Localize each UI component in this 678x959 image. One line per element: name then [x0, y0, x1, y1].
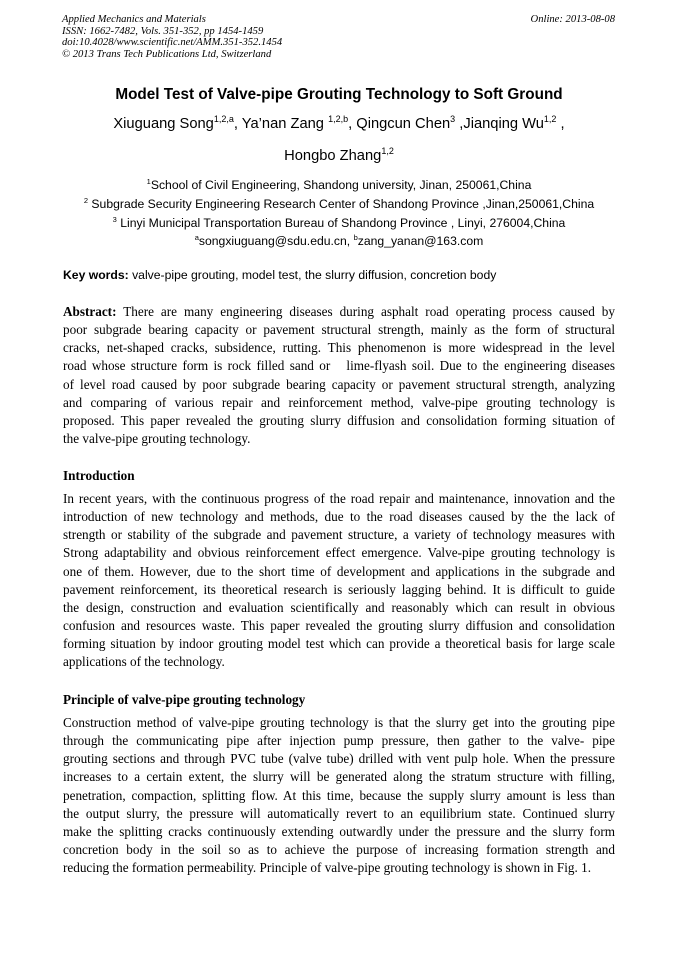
body-line: pavement reinforcement, its theoretical research is seriously lagging behind. It is difficult to guide	[63, 581, 615, 597]
body-line: the design, construction and evaluation scientifically and reasonably which can result in obvious	[63, 599, 615, 615]
issn-line: ISSN: 1662-7482, Vols. 351-352, pp 1454-1459	[62, 25, 264, 37]
author-affil-sup: 1,2	[543, 114, 557, 124]
affil-sup: 3	[112, 215, 117, 224]
author-affil-sup: 3	[450, 114, 456, 124]
abstract-line: proposed. This paper revealed the grouting slurry diffusion and consolidation forming situation of	[63, 412, 615, 428]
body-line: the output slurry, the pressure will automatically revert to an equilibrium state. Continued slurry	[63, 805, 615, 821]
affiliation-3	[0, 216, 678, 230]
email-sup: a	[194, 233, 199, 242]
abstract-text: There are many engineering diseases during asphalt road operating process caused by	[116, 304, 615, 319]
author-name: Xiuguang Song	[113, 116, 214, 132]
paper-title: Model Test of Valve-pipe Grouting Technology to Soft Ground	[115, 86, 563, 103]
journal-header	[62, 14, 282, 60]
affil-sup: 1	[146, 177, 151, 186]
affil-text: Subgrade Security Engineering Research Center of Shandong Province ,Jinan,250061,China	[88, 197, 595, 211]
body-line: confusion and resources waste. This paper revealed the grouting slurry diffusion and consolidation	[63, 617, 615, 633]
section-heading-introduction: Introduction	[63, 468, 135, 483]
body-line: make the splitting cracks continuously extending outwardly under the pressure and the slurry form	[63, 823, 615, 839]
affil-text: School of Civil Engineering, Shandong university, Jinan, 250061,China	[150, 178, 532, 192]
abstract	[63, 303, 615, 448]
body-line: increases to a certain extent, the slurry will be generated along the stratum structure with filling,	[63, 769, 615, 785]
abstract-line: of level road caused by poor subgrade bearing capacity or pavement structural strength, analyzing	[63, 376, 615, 392]
email-sup: b	[353, 233, 358, 242]
affil-sup: 2	[83, 196, 89, 205]
body-line: penetration, compaction, splitting flow. At this time, because the supply slurry amount is less than	[63, 787, 615, 803]
affil-text: Linyi Municipal Transportation Bureau of Shandong Province , Linyi, 276004,China	[116, 216, 566, 230]
abstract-line: poor subgrade bearing capacity or pavement structural strength, mainly as the form of structural	[63, 322, 615, 338]
principle-body	[63, 714, 615, 877]
author-emails	[0, 234, 678, 248]
abstract-line: road whose structure form is rock filled sand or lime-flyash soil. Due to the engineering diseases	[63, 358, 615, 374]
author-list: Xiuguang Song$^{1,2,a}$, Ya’nan Zang $^{1,2,b}$, Qingcun Chen$^3$ ,Jianqing Wu$^{1,2}$ ,	[113, 114, 565, 132]
body-line: grouting sections and through PVC tube (valve tube) drilled with vent pulp hole. When the pressure	[63, 751, 615, 767]
abstract-line: the valve-pipe grouting technology.	[63, 430, 251, 446]
section-heading-principle: Principle of valve-pipe grouting technology	[63, 692, 306, 707]
journal-name: Applied Mechanics and Materials	[62, 14, 206, 25]
abstract-line: cracks, net-shaped cracks, subsidence, rutting. This phenomenon is more widespread in the level	[63, 340, 615, 356]
author-name: Ya’nan Zang	[241, 116, 324, 132]
body-line: introduction of new technology and methods, due to the road diseases caused by the the lack of	[63, 509, 615, 525]
author-name: Qingcun Chen	[356, 116, 451, 132]
copyright-line: © 2013 Trans Tech Publications Ltd, Switzerland	[62, 48, 272, 60]
body-line: strength or stability of the subgrade and pavement structure, a variety of technology measures with	[63, 527, 615, 543]
abstract-line: and comparing of various repair and reinforcement method, valve-pipe grouting technology is	[63, 394, 615, 410]
author-affil-sup: 1,2	[381, 146, 394, 156]
affiliation-2	[0, 197, 678, 211]
body-line: one of them. However, due to the short time of development and applications in the subgrade and	[63, 563, 615, 579]
body-line: forming situation by indoor grouting model test which can provide a theoretical basis for large scale	[63, 636, 615, 652]
author-name: Hongbo Zhang	[284, 148, 382, 164]
body-line: In recent years, with the continuous progress of the road repair and maintenance, innovation and the	[63, 491, 615, 506]
author-name: Jianqing Wu	[463, 116, 544, 132]
body-line: Construction method of valve-pipe grouting technology is that the slurry get into the grouting pipe	[63, 715, 615, 730]
keywords-label: Key words:	[63, 268, 129, 282]
body-line: applications of the technology.	[63, 654, 225, 670]
email-b: zang_yanan@163.com	[357, 234, 484, 248]
abstract-label: Abstract:	[63, 304, 117, 319]
body-line: concretion body in the soil so as to achieve the purpose of increasing formation strength and	[63, 841, 615, 857]
author-list-cont	[0, 147, 678, 165]
body-line: Strong adaptability and obvious reinforcement effect emergence. Valve-pipe grouting technology is	[63, 545, 615, 561]
online-date: Online: 2013-08-08	[530, 14, 615, 25]
email-a: songxiuguang@sdu.edu.cn,	[198, 234, 354, 248]
author-affil-sup: 1,2,a	[213, 114, 234, 124]
body-line: through the communicating pipe after injection pump pressure, then gather to the valve- pipe	[63, 733, 615, 749]
keywords-text: valve-pipe grouting, model test, the slurry diffusion, concretion body	[128, 268, 497, 282]
author-affil-sup: 1,2,b	[328, 114, 349, 124]
affiliation-1	[0, 178, 678, 192]
introduction-body	[63, 490, 615, 671]
abstract-line	[63, 303, 615, 321]
doi-line: doi:10.4028/www.scientific.net/AMM.351-352.1454	[62, 37, 283, 48]
keywords	[63, 268, 496, 282]
body-line: reducing the formation permeability. Principle of valve-pipe grouting technology is shown in Fig. 1.	[63, 860, 592, 876]
